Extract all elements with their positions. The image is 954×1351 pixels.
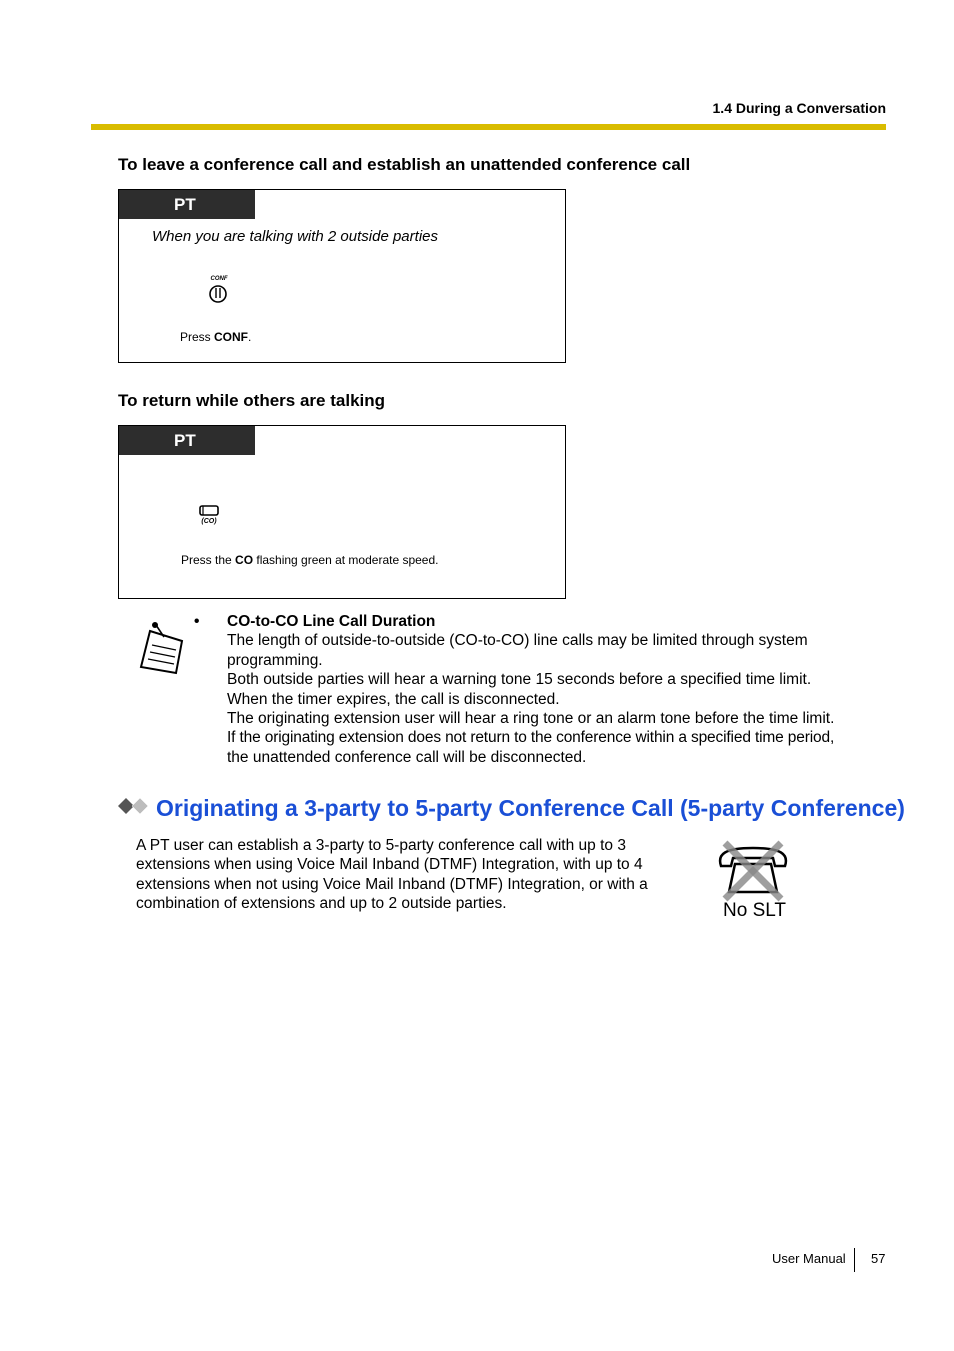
note-line: The originating extension user will hear a ring tone or an alarm tone before the time limit. — [227, 710, 835, 728]
conf-button-icon — [208, 284, 230, 306]
footer-divider — [854, 1248, 855, 1272]
no-slt-phone-icon — [715, 840, 791, 902]
pt-tag: PT — [119, 190, 255, 219]
section1-pt-box — [118, 189, 566, 363]
note-line: If the originating extension does not return to the conference within a specified time period, — [227, 729, 835, 747]
section3-body — [136, 836, 676, 914]
body-line: extensions when using Voice Mail Inband (DTMF) Integration, with up to 4 — [136, 856, 643, 874]
note-bullet: • — [194, 613, 200, 630]
co-button-icon — [199, 504, 221, 518]
no-slt-label: No SLT — [723, 900, 787, 921]
co-button-label: (CO) — [201, 518, 217, 525]
note-line: programming. — [227, 651, 323, 669]
note-line: the unattended conference call will be disconnected. — [227, 748, 587, 766]
conf-button-label: CONF — [210, 276, 228, 282]
double-diamond-icon — [118, 797, 150, 815]
section-header: 1.4 During a Conversation — [712, 100, 886, 116]
note-block — [227, 612, 887, 767]
section2-instruction: Press the CO flashing green at moderate speed. — [181, 553, 439, 567]
section2-pt-box — [118, 425, 566, 599]
note-line: Both outside parties will hear a warning tone 15 seconds before a specified time limit. — [227, 671, 812, 689]
note-line: The length of outside-to-outside (CO-to-CO) line calls may be limited through system — [227, 632, 808, 650]
note-title: CO-to-CO Line Call Duration — [227, 613, 436, 630]
body-line: extensions when not using Voice Mail Inband (DTMF) Integration, or with a — [136, 875, 648, 893]
note-icon — [138, 617, 186, 675]
section3-heading: Originating a 3-party to 5-party Conference Call (5-party Conference) — [156, 795, 905, 821]
footer-label: User Manual — [772, 1251, 846, 1266]
body-line: A PT user can establish a 3-party to 5-party conference call with up to 3 — [136, 837, 626, 854]
section2-title: To return while others are talking — [118, 391, 386, 410]
section1-instruction: Press CONF. — [180, 330, 252, 344]
header-rule — [91, 124, 886, 130]
note-line: When the timer expires, the call is disconnected. — [227, 690, 560, 708]
section1-title: To leave a conference call and establish an unattended conference call — [118, 155, 691, 174]
body-line: combination of extensions and up to 2 outside parties. — [136, 895, 507, 913]
page-number: 57 — [871, 1251, 886, 1266]
pt-tag: PT — [119, 426, 255, 455]
condition-text: When you are talking with 2 outside parties — [152, 228, 438, 245]
